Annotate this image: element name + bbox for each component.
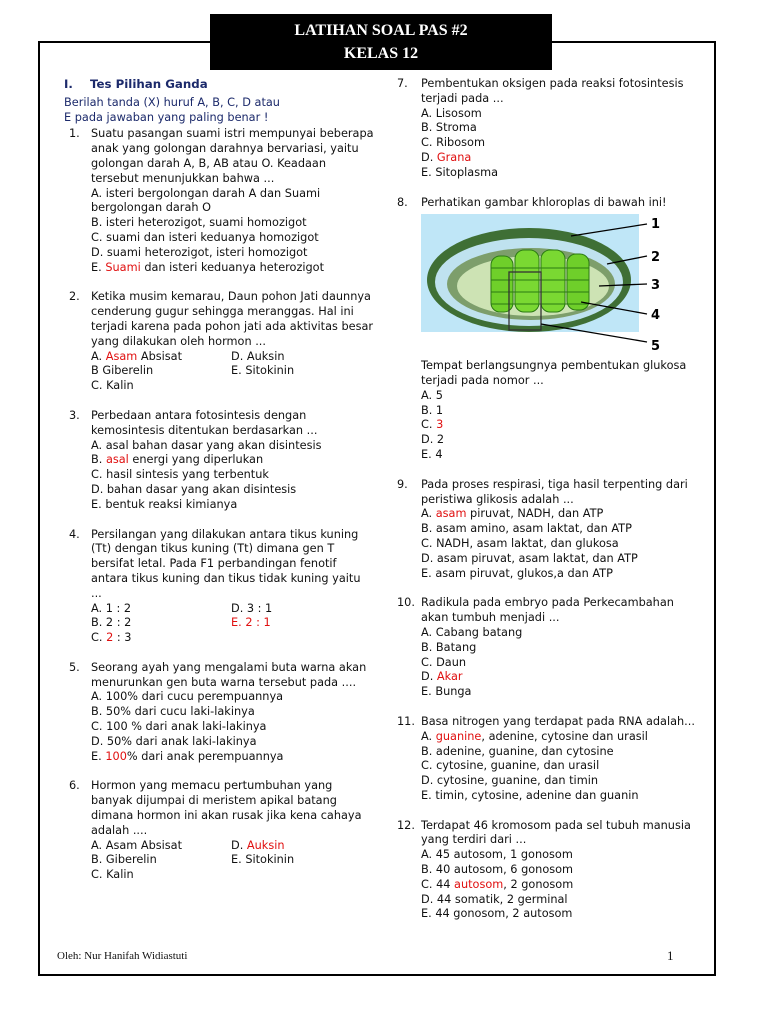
footer-author: Oleh: Nur Hanifah Widiastuti [57, 950, 188, 962]
question-stem: Ketika musim kemarau, Daun pohon Jati daunnya cenderung gugur sehingga meranggas. Hal ini terjadi karena pada pohon jati ada aktivitas besar yang dilakukan oleh hormon ... [91, 290, 374, 348]
question-stem: Terdapat 46 kromosom pada sel tubuh manusia yang terdiri dari ... [421, 818, 691, 847]
option-d: D. 3 : 1 [231, 601, 273, 615]
option-e: E. Bunga [421, 685, 472, 699]
option-a: A. Lisosom [421, 106, 482, 120]
title-line2: KELAS 12 [343, 45, 419, 62]
question-stem: Perhatikan gambar khloroplas di bawah ini! [421, 195, 667, 209]
option-c: C. Kalin [91, 868, 134, 882]
option-d: D. Auksin [231, 838, 285, 852]
option-c: C. hasil sintesis yang terbentuk [91, 468, 269, 482]
option-d: D. Akar [421, 670, 463, 684]
option-c: C. NADH, asam laktat, dan glukosa [421, 536, 619, 550]
option-e: E. bentuk reaksi kimianya [91, 497, 238, 511]
option-b: B. asam amino, asam laktat, dan ATP [421, 522, 632, 536]
question-stem: Perbedaan antara fotosintesis dengan kemosintesis ditentukan berdasarkan ... [91, 408, 318, 437]
option-c: C. cytosine, guanine, dan urasil [421, 759, 600, 773]
chloroplast-figure [421, 214, 697, 357]
option-e: E. asam piruvat, glukos,a dan ATP [421, 566, 613, 580]
question-stem: Pembentukan oksigen pada reaksi fotosintesis terjadi pada ... [421, 77, 684, 105]
label-2: 2 [651, 250, 661, 266]
option-b: B Giberelin [91, 364, 154, 378]
question-stem: Persilangan yang dilakukan antara tikus kuning (Tt) dengan tikus kuning (Tt) dimana gen T bersifat letal. Pada F1 perbandingan fenotif antara tikus kuning dan tikus tidak kuning yaitu ... [91, 527, 361, 600]
option-a: A. 5 [421, 388, 443, 402]
option-c: C. Daun [421, 655, 467, 669]
option-d: D. 2 [421, 433, 445, 447]
instruction: Berilah tanda (X) huruf A, B, C, D atau E pada jawaban yang paling benar ! [64, 95, 280, 124]
option-c: C. 44 autosom, 2 gonosom [421, 877, 574, 891]
option-c: C. 3 [421, 418, 444, 432]
option-c: C. Ribosom [421, 136, 485, 150]
question-stem: Radikula pada embryo pada Perkecambahan akan tumbuh menjadi ... [421, 596, 674, 625]
page-number: 1 [667, 948, 674, 963]
question-stem: Hormon yang memacu pertumbuhan yang banyak dijumpai di meristem apikal batang dimana hormon ini akan rusak jika kena cahaya adalah .... [91, 779, 362, 837]
option-c: C. 2 : 3 [91, 631, 132, 645]
option-d: D. cytosine, guanine, dan timin [421, 774, 598, 788]
option-b: B. Giberelin [91, 853, 157, 867]
option-e: E. Sitokinin [231, 364, 295, 378]
option-a: A. Asam Absisat [91, 349, 183, 363]
question-8: 8. Perhatikan gambar khloroplas di bawah ini! 1 2 3 4 5 Tempat berlangsungnya pembentukan glukosa terjadi pada nomor ... A. 5 B. 1 C. 3 D. 2 E. 4 [397, 196, 697, 463]
option-a: A. Asam Absisat [91, 838, 183, 852]
answer-mark: Akar [436, 670, 463, 684]
answer-mark: 2 [106, 631, 114, 645]
option-e: E. 4 [421, 447, 443, 461]
option-d: D. bahan dasar yang akan disintesis [91, 482, 297, 496]
option-d: D. asam piruvat, asam laktat, dan ATP [421, 551, 638, 565]
option-b: B. 50% dari cucu laki-lakinya [91, 705, 255, 719]
option-a: A. guanine, adenine, cytosine dan urasil [421, 729, 648, 743]
answer-mark: Grana [436, 150, 472, 164]
question-9: 9. Pada proses respirasi, tiga hasil terpenting dari peristiwa glikosis adalah ... A. asam piruvat, NADH, dan ATP B. asam amino, asam laktat, dan ATP C. NADH, asam laktat, dan glukosa D. asam piruvat, asam laktat, dan ATP E. asam piruvat, glukos,a dan ATP [397, 478, 697, 582]
option-c: C. Kalin [91, 379, 134, 393]
question-5: 5. Seorang ayah yang mengalami buta warna akan menurunkan gen buta warna tersebut pada .... A. 100% dari cucu perempuannya B. 50% dari cucu laki-lakinya C. 100 % dari anak laki-lakinya D. 50% dari anak laki-lakinya E. 100% dari anak perempuannya [64, 661, 374, 765]
section-heading: I. Tes Pilihan Ganda [64, 77, 208, 91]
question-12: 12. Terdapat 46 kromosom pada sel tubuh manusia yang terdiri dari ... A. 45 autosom, 1 gonosom B. 40 autosom, 6 gonosom C. 44 autosom, 2 gonosom D. 44 somatik, 2 germinal E. 44 gonosom, 2 autosom [397, 819, 697, 923]
answer-mark: Asam [105, 349, 138, 363]
option-a: A. 100% dari cucu perempuannya [91, 690, 284, 704]
granum [567, 254, 589, 310]
answer-mark: asam [435, 507, 467, 521]
chloroplast-diagram [421, 214, 683, 352]
answer-mark: 3 [436, 418, 444, 432]
label-3: 3 [651, 278, 661, 294]
answer-mark: guanine [435, 729, 482, 743]
option-b: B. 1 [421, 403, 444, 417]
option-a: A. 45 autosom, 1 gonosom [421, 848, 573, 862]
option-a: A. Cabang batang [421, 625, 523, 639]
title-box [210, 14, 552, 70]
option-b: B. 40 autosom, 6 gonosom [421, 863, 574, 877]
question-stem: Seorang ayah yang mengalami buta warna akan menurunkan gen buta warna tersebut pada .... [91, 660, 367, 689]
question-stem-2: Tempat berlangsungnya pembentukan glukosa terjadi pada nomor ... [421, 359, 687, 387]
option-d: D. 50% dari anak laki-lakinya [91, 734, 257, 748]
question-3: 3. Perbedaan antara fotosintesis dengan kemosintesis ditentukan berdasarkan ... A. asal bahan dasar yang akan disintesis B. asal energi yang diperlukan C. hasil sintesis yang terbentuk D. bahan dasar yang akan disintesis E. bentuk reaksi kimianya [64, 409, 374, 513]
option-b: B. Stroma [421, 121, 477, 135]
option-b: B. 2 : 2 [91, 616, 132, 630]
answer-mark: 100 [105, 749, 127, 763]
option-d: D. Auksin [231, 349, 285, 363]
option-a: A. 1 : 2 [91, 601, 132, 615]
question-10: 10. Radikula pada embryo pada Perkecambahan akan tumbuh menjadi ... A. Cabang batang B. Batang C. Daun D. Akar E. Bunga [397, 596, 697, 700]
answer-mark: Auksin [246, 838, 285, 852]
answer-mark: autosom [454, 877, 504, 891]
label-5: 5 [651, 339, 661, 353]
option-c: C. suami dan isteri keduanya homozigot [91, 230, 319, 244]
right-column [397, 77, 697, 937]
option-a: A. asam piruvat, NADH, dan ATP [421, 507, 604, 521]
title-line1: LATIHAN SOAL PAS #2 [294, 22, 468, 39]
question-4: 4. Persilangan yang dilakukan antara tikus kuning (Tt) dengan tikus kuning (Tt) dimana gen T bersifat letal. Pada F1 perbandingan fenotif antara tikus kuning dan tikus tidak kuning yaitu ... A. 1 : 2 D. 3 : 1 B. 2 : 2 E. 2 : 1 C. 2 : 3 [64, 528, 374, 646]
option-e: E. 100% dari anak perempuannya [91, 749, 284, 763]
label-1: 1 [651, 217, 661, 233]
option-e: E. timin, cytosine, adenine dan guanin [421, 788, 639, 802]
question-stem: Pada proses respirasi, tiga hasil terpenting dari peristiwa glikosis adalah ... [421, 477, 688, 506]
option-a: A. isteri bergolongan darah A dan Suami bergolongan darah O [91, 186, 321, 215]
question-2: 2. Ketika musim kemarau, Daun pohon Jati daunnya cenderung gugur sehingga meranggas. Hal ini terjadi karena pada pohon jati ada aktivitas besar yang dilakukan oleh hormon ... A. Asam Absisat D. Auksin B Giberelin E. Sitokinin C. Kalin [69, 290, 374, 393]
option-d: D. suami heterozigot, isteri homozigot [91, 245, 308, 259]
option-a: A. asal bahan dasar yang akan disintesis [91, 438, 322, 452]
option-b: B. isteri heterozigot, suami homozigot [91, 216, 307, 230]
granum [515, 250, 539, 312]
option-e: E. Sitokinin [231, 853, 295, 867]
option-e: E. 2 : 1 [231, 616, 271, 630]
option-e: E. Sitoplasma [421, 165, 499, 179]
option-d: D. Grana [421, 150, 472, 164]
option-b: B. asal energi yang diperlukan [91, 453, 264, 467]
label-4: 4 [651, 308, 661, 324]
granum [541, 250, 565, 312]
question-11: 11. Basa nitrogen yang terdapat pada RNA adalah... A. guanine, adenine, cytosine dan urasil B. adenine, guanine, dan cytosine C. cytosine, guanine, dan urasil D. cytosine, guanine, dan timin E. timin, cytosine, adenine dan guanin [397, 715, 697, 804]
option-e: E. 44 gonosom, 2 autosom [421, 907, 573, 921]
option-b: B. adenine, guanine, dan cytosine [421, 744, 614, 758]
option-c: C. 100 % dari anak laki-lakinya [91, 720, 267, 734]
option-d: D. 44 somatik, 2 germinal [421, 892, 568, 906]
option-b: B. Batang [421, 640, 477, 654]
left-column [64, 77, 374, 898]
answer-mark: Suami [105, 260, 141, 274]
question-stem: Suatu pasangan suami istri mempunyai beberapa anak yang golongan darahnya bervariasi, yaitu golongan darah A, B, AB atau O. Keadaan tersebut menunjukkan bahwa ... [91, 127, 374, 185]
answer-mark: asal [105, 453, 129, 467]
option-e: E. Suami dan isteri keduanya heterozigot [91, 260, 325, 274]
question-7: 7. Pembentukan oksigen pada reaksi fotosintesis terjadi pada ... A. Lisosom B. Stroma C. Ribosom D. Grana E. Sitoplasma [397, 77, 697, 181]
question-stem: Basa nitrogen yang terdapat pada RNA adalah... [421, 714, 695, 728]
question-1: 1. Suatu pasangan suami istri mempunyai beberapa anak yang golongan darahnya bervariasi, yaitu golongan darah A, B, AB atau O. Keadaan tersebut menunjukkan bahwa ... A. isteri bergolongan darah A dan Suami bergolongan darah O B. isteri heterozigot, suami homozigot C. suami dan isteri keduanya homozigot D. suami heterozigot, isteri homozigot E. Suami dan isteri keduanya heterozigot [69, 127, 374, 274]
question-6: 6. Hormon yang memacu pertumbuhan yang banyak dijumpai di meristem apikal batang dimana hormon ini akan rusak jika kena cahaya adalah .... A. Asam Absisat D. Auksin B. Giberelin E. Sitokinin C. Kalin [64, 779, 374, 883]
